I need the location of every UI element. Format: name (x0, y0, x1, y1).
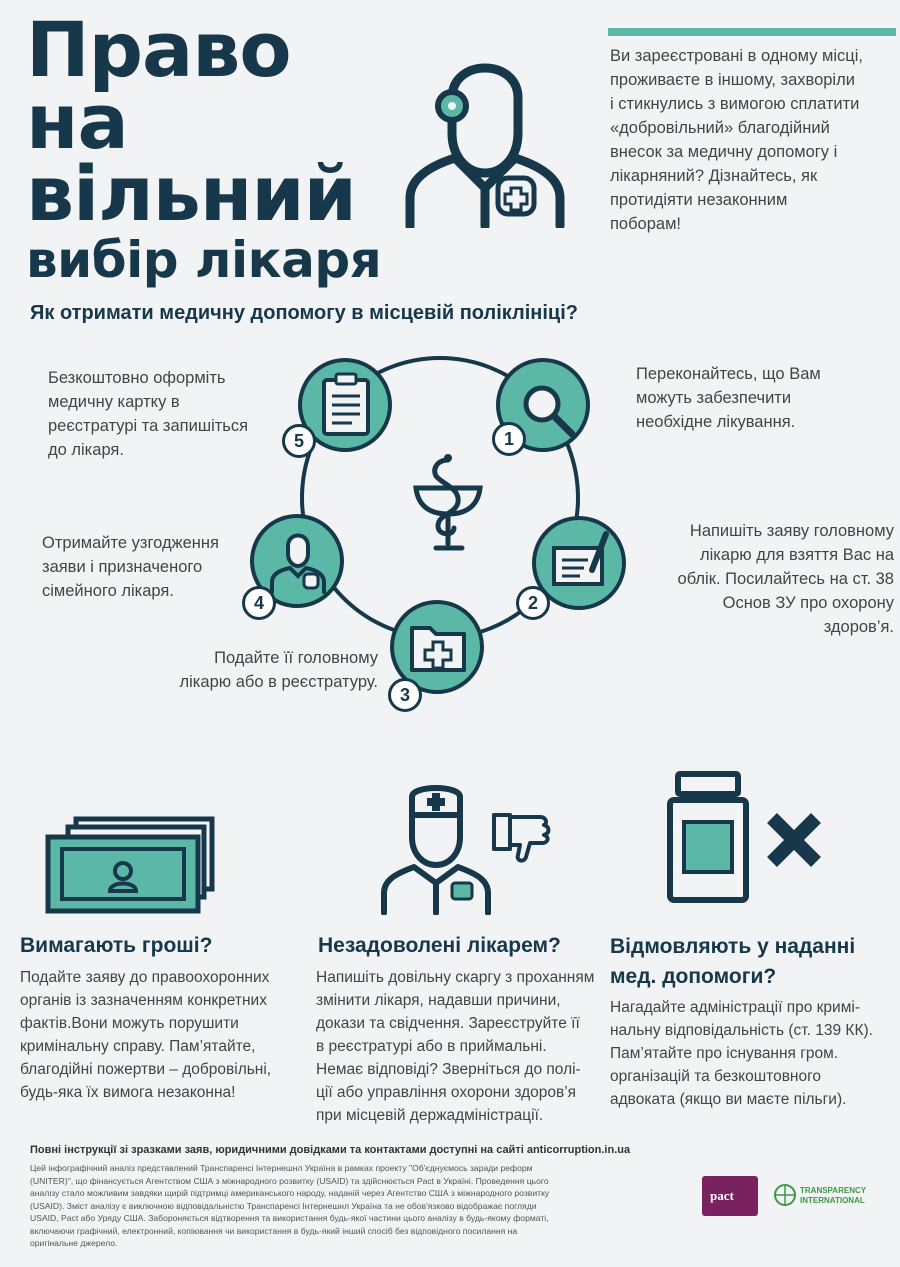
step-2-text: Напишіть заяву головному лікарю для взяття Вас на облік. Посилайтесь на ст. 38 Основ ЗУ про охорону здоров’я. (677, 522, 894, 636)
ti-globe-icon (774, 1184, 796, 1206)
step-5-text: Безкоштовно оформіть медичну картку в реєстратурі та запишіться до лікаря. (48, 369, 249, 459)
column-2-text: Напишіть довільну скаргу з проханням змінити лікаря, надавши причини, докази та свідчення. Зареєструйте її в реєстратурі або в приймальні. Немає відповіді? Зверніться до полі- ції або управління охорони здоров’я при місцевій держадміністрації. (316, 969, 595, 1124)
caduceus-cup-icon (408, 448, 488, 558)
footer-disclaimer: Цей інфографічний аналіз представлений Транспаренсі Інтернешнл Україна в рамках проекту "Об'єднуємось заради реформ (UNITER)", що фінансується Агентством США з міжнародного розвитку (USAID) та здійснюється Pact в Україні. Проведення цього аналізу стало можливим завдяки щирій підтримці американського народу, наданій через Агентство США з міжнародного розвитку (USAID). Зміст аналізу є виключною відповідальністю Транспаренсі Інтернешнл Україна та не обов'язково відображає погляди USAID, Pact або Уряду США. Забороняється відтворення та використання будь-якої частини цього аналізу в будь-якому форматі, включаючи графічний, електронний, копіювання чи використання в будь-який інший спосіб без відповідного посилання на оригінальне джерело. (30, 1163, 550, 1248)
money-stack-icon (40, 815, 220, 915)
step-2-number: 2 (516, 586, 550, 620)
column-3-heading: Відмовляють у наданні мед. допомоги? (610, 935, 856, 988)
doctor-header-icon (400, 38, 570, 228)
writing-pen-icon (550, 530, 614, 594)
column-3-text: Нагадайте адміністрації про кримі- нальну відповідальність (ст. 139 КК). Пам’ятайте про існування гром. організацій та безкоштовного адвоката (якщо ви маєте пільги). (610, 999, 873, 1108)
column-2-heading: Незадоволені лікарем? (318, 934, 561, 957)
footer-link-note: Повні інструкції зі зразками заяв, юридичними довідками та контактами доступні на сайті anticorruption.in.ua (30, 1144, 631, 1156)
doctor-thumbs-down-icon (380, 775, 560, 915)
pact-logo: pact (702, 1176, 758, 1216)
page-title (26, 5, 386, 289)
title-line-3: вибір лікаря (26, 230, 382, 289)
magnifier-icon (518, 380, 578, 440)
step-5-number: 5 (282, 424, 316, 458)
step-3-number: 3 (388, 678, 422, 712)
title-line-2: вільний (26, 149, 356, 239)
step-3-text: Подайте її головному лікарю або в реєстратуру. (179, 649, 378, 691)
intro-text: Ви зареєстровані в одному місці, проживаєте в іншому, захворіли і стикнулись з вимогою сплатити «добровільний» благодійний внесок за медичну допомогу і лікарняний? Дізнайтесь, як протидіяти незаконним поборам! (610, 47, 864, 233)
clipboard-icon (320, 372, 372, 438)
step-4-number: 4 (242, 586, 276, 620)
step-1-number: 1 (492, 422, 526, 456)
step-1-text: Переконайтесь, що Вам можуть забезпечити необхідне лікування. (636, 365, 821, 431)
step-4-text: Отримайте узгодження заяви і призначеного сімейного лікаря. (42, 534, 219, 600)
doctor-icon (268, 528, 328, 594)
column-1-text: Подайте заяву до правоохоронних органів із зазначенням конкретних фактів.Вони можуть порушити кримінальну справу. Пам’ятайте, благодійні пожертви – добровільні, будь-яка їх вимога незаконна! (20, 969, 272, 1101)
medical-folder-icon (408, 620, 468, 676)
column-1-heading: Вимагають гроші? (20, 934, 213, 957)
transparency-international-logo: TRANSPARENCY INTERNATIONAL (774, 1180, 878, 1212)
title-line-1: Право на (26, 5, 291, 167)
pill-bottle-cross-icon (664, 770, 834, 905)
accent-bar (608, 28, 896, 36)
section-title: Як отримати медичну допомогу в місцевій поліклініці? (30, 302, 578, 324)
